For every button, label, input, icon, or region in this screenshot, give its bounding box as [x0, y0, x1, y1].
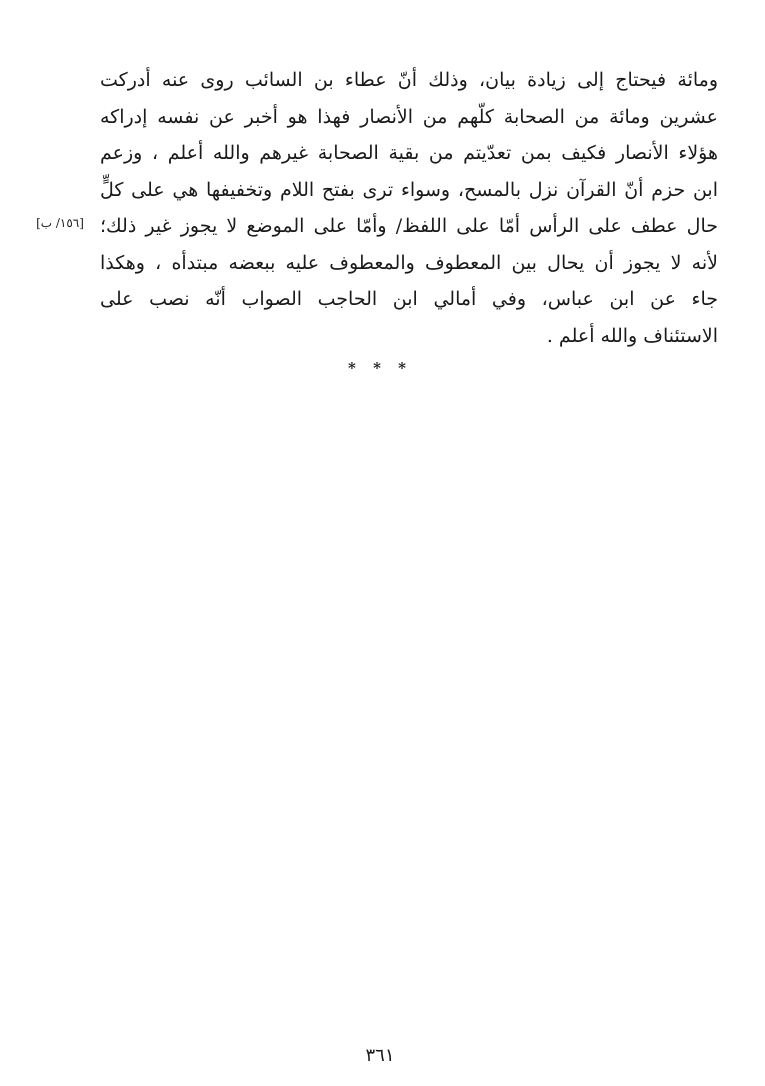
folio-margin-note: [١٥٦/ ب]: [36, 216, 84, 230]
text-line-3: هؤلاء الأنصار فكيف بمن تعدّيتم من بقية الصحابة غيرهم والله أعلم ، وزعم: [100, 142, 718, 164]
text-line-1: ومائة فيحتاج إلى زيادة بيان، وذلك أنّ عطاء بن السائب روى عنه أدركت: [100, 69, 718, 91]
text-line-5: حال عطف على الرأس أمّا على اللفظ/ وأمّا على الموضع لا يجوز غير ذلك؛: [100, 215, 718, 237]
text-line-4: ابن حزم أنّ القرآن نزل بالمسح، وسواء ترى بفتح اللام وتخفيفها هي على كلٍّ: [100, 178, 718, 201]
text-line-2: عشرين ومائة من الصحابة كلّهم من الأنصار فهذا هو أخبر عن نفسه إدراكه: [100, 105, 718, 128]
main-text-block: [100, 62, 718, 354]
section-separator: * * *: [348, 359, 412, 377]
text-line-6: لأنه لا يجوز أن يحال بين المعطوف والمعطوف عليه ببعضه مبتدأه ، وهكذا: [100, 251, 718, 274]
text-line-7: جاء عن ابن عباس، وفي أمالي ابن الحاجب الصواب أنّه نصب على: [100, 288, 718, 310]
text-line-8: الاستئناف والله أعلم .: [546, 324, 718, 347]
page-number: ٣٦١: [365, 1045, 395, 1066]
